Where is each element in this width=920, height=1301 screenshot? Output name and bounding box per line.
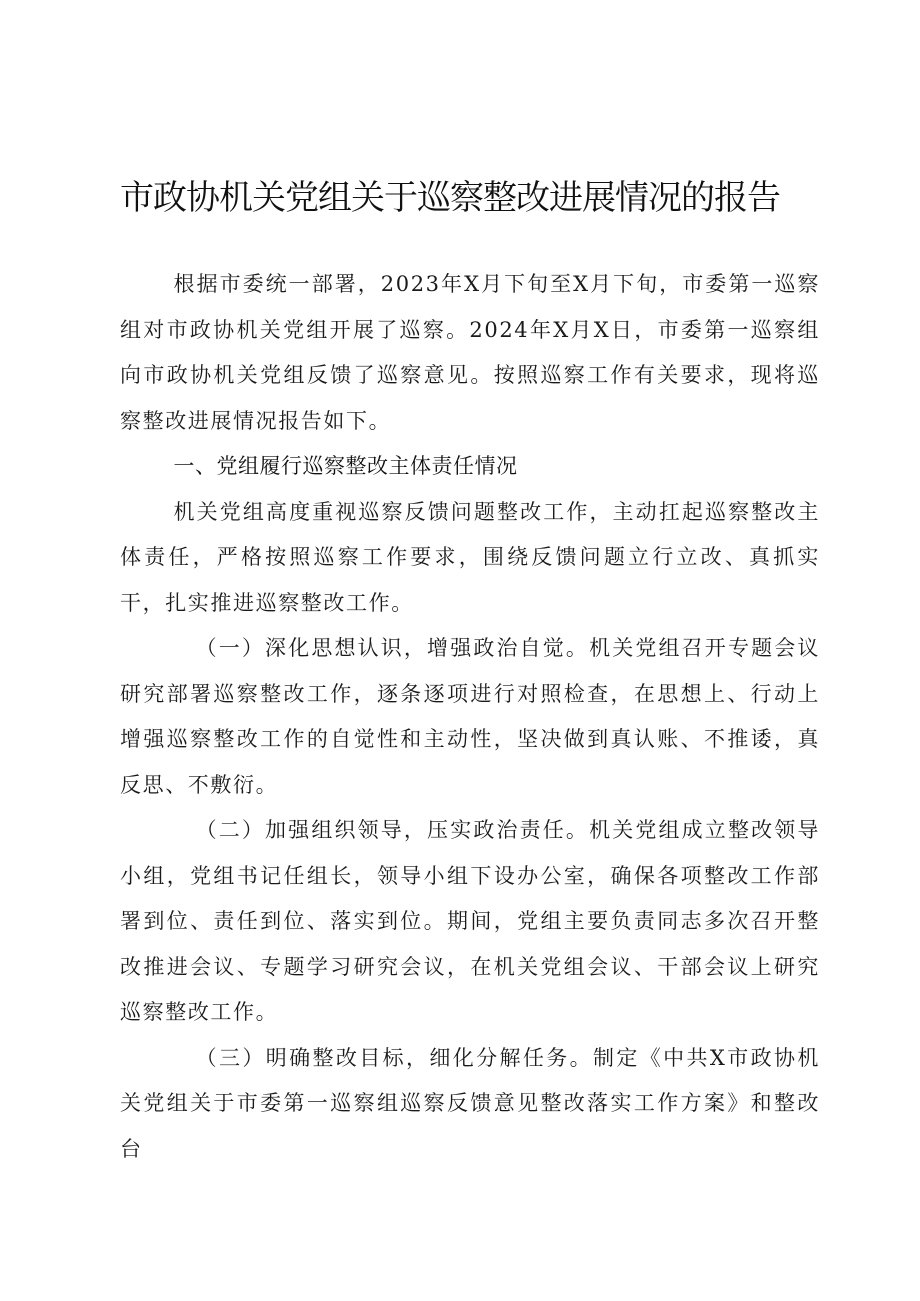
document-body [120, 262, 820, 1172]
section-intro-paragraph: 机关党组高度重视巡察反馈问题整改工作，主动扛起巡察整改主体责任，严格按照巡察工作要求，围绕反馈问题立行立改、真抓实干，扎实推进巡察整改工作。 [120, 499, 820, 615]
sub-item-paragraph: （二）加强组织领导，压实政治责任。机关党组成立整改领导小组，党组书记任组长，领导小组下设办公室，确保各项整改工作部署到位、责任到位、落实到位。期间，党组主要负责同志多次召开整改推进会议、专题学习研究会议，在机关党组会议、干部会议上研究巡察整改工作。 [120, 818, 820, 1024]
section-heading: 一、党组履行巡察整改主体责任情况 [173, 454, 518, 478]
intro-paragraph: 根据市委统一部署，2023年X月下旬至X月下旬，市委第一巡察组对市政协机关党组开展了巡察。2024年X月X日，市委第一巡察组向市政协机关党组反馈了巡察意见。按照巡察工作有关要求，现将巡察整改进展情况报告如下。 [120, 272, 820, 433]
sub-item-paragraph: （三）明确整改目标，细化分解任务。制定《中共X市政协机关党组关于市委第一巡察组巡察反馈意见整改落实工作方案》和整改台 [120, 1045, 820, 1161]
document-title: 市政协机关党组关于巡察整改进展情况的报告 [120, 178, 780, 218]
sub-item-paragraph: （一）深化思想认识，增强政治自觉。机关党组召开专题会议研究部署巡察整改工作，逐条逐项进行对照检查，在思想上、行动上增强巡察整改工作的自觉性和主动性，坚决做到真认账、不推诿，真反思、不敷衍。 [120, 636, 820, 797]
